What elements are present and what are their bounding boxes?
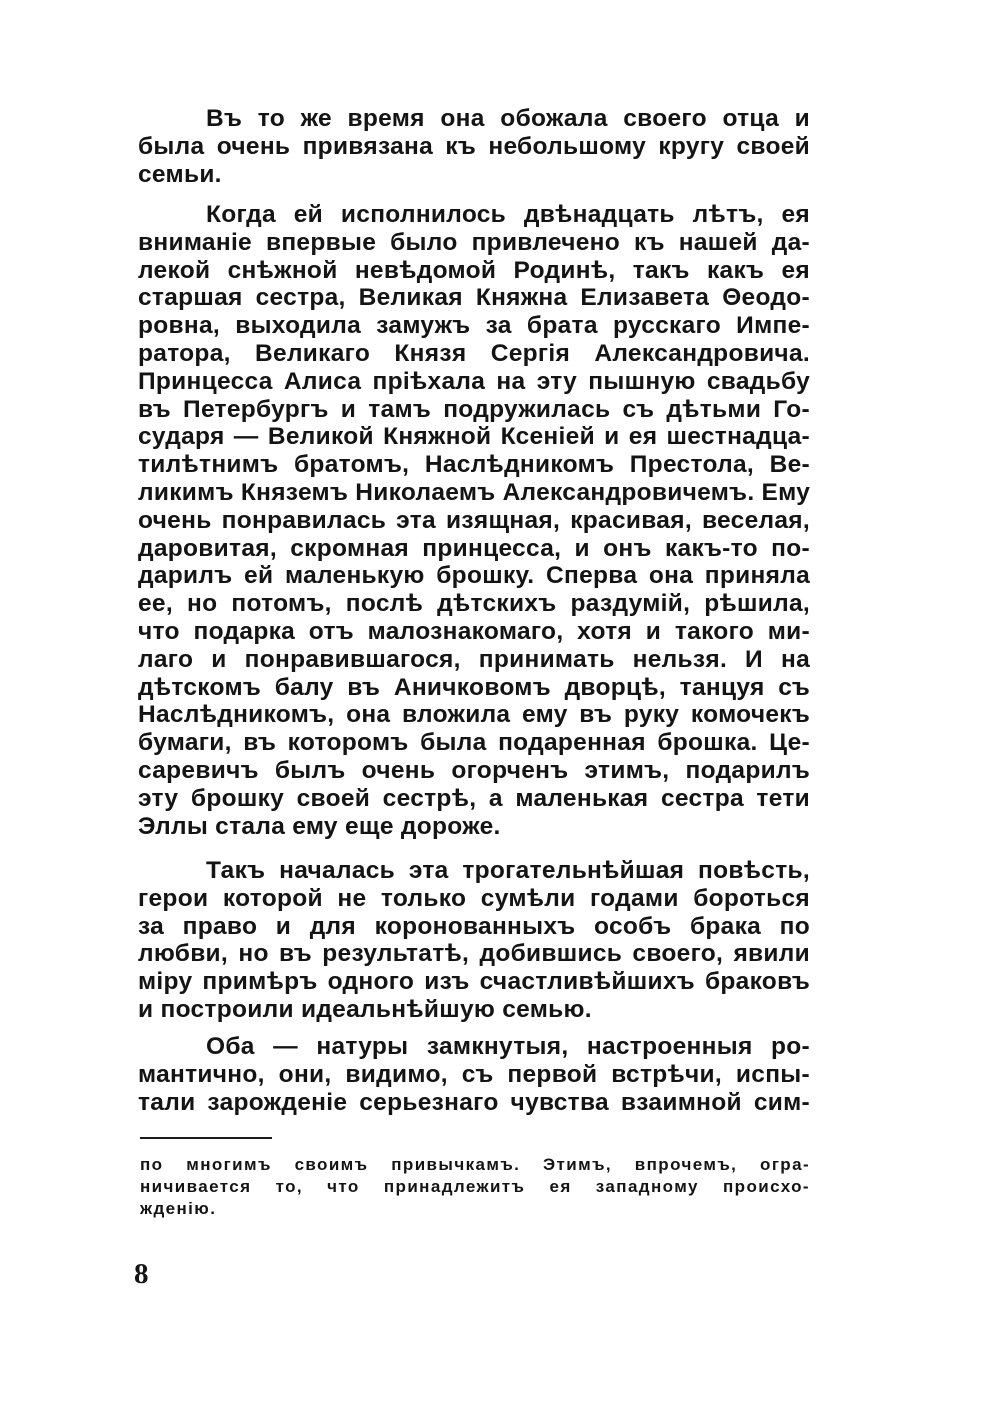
text-line: за право и для коронованныхъ особъ брака по bbox=[138, 912, 810, 940]
text-line: тали зарожденіе серьезнаго чувства взаимной сим- bbox=[138, 1088, 810, 1116]
paragraph-1 bbox=[138, 105, 810, 188]
text-line: бумаги, въ которомъ была подаренная брошка. Це- bbox=[138, 729, 810, 757]
footnote-divider bbox=[140, 1137, 272, 1139]
paragraph-4 bbox=[138, 1033, 810, 1116]
footnote-line: ничивается то, что принадлежитъ ея западному происхо- bbox=[140, 1177, 810, 1196]
text-line: мантично, они, видимо, съ первой встрѣчи, испы- bbox=[138, 1060, 810, 1088]
text-line: вниманіе впервые было привлечено къ нашей да- bbox=[138, 228, 810, 256]
text-line: ратора, Великаго Князя Сергія Александровича. bbox=[138, 339, 810, 367]
text-line: въ Петербургъ и тамъ подружилась съ дѣтьми Го- bbox=[138, 395, 810, 423]
footnote-line: по многимъ своимъ привычкамъ. Этимъ, впрочемъ, огра- bbox=[140, 1155, 810, 1174]
text-line: дарилъ ей маленькую брошку. Сперва она приняла bbox=[138, 562, 810, 590]
footnote bbox=[140, 1154, 810, 1220]
text-line: даровитая, скромная принцесса, и онъ какъ-то по- bbox=[138, 534, 810, 562]
text-line: тилѣтнимъ братомъ, Наслѣдникомъ Престола, Ве- bbox=[138, 451, 810, 479]
page-number: 8 bbox=[134, 1258, 149, 1290]
text-line: Въ то же время она обожала своего отца и bbox=[206, 105, 810, 132]
paragraph-3 bbox=[138, 857, 810, 1024]
text-line: была очень привязана къ небольшому кругу своей bbox=[138, 132, 810, 160]
text-line: Принцесса Алиса пріѣхала на эту пышную свадьбу bbox=[138, 367, 810, 395]
text-line: Когда ей исполнилось двѣнадцать лѣтъ, ея bbox=[206, 201, 810, 228]
text-line: эту брошку своей сестрѣ, а маленькая сестра тети bbox=[138, 784, 810, 812]
text-line: очень понравилась эта изящная, красивая, веселая, bbox=[138, 506, 810, 534]
text-line: любви, но въ результатѣ, добившись своего, явили bbox=[138, 940, 810, 968]
text-line: міру примѣръ одного изъ счастливѣйшихъ браковъ bbox=[138, 968, 810, 996]
text-line: саревичъ былъ очень огорченъ этимъ, подарилъ bbox=[138, 756, 810, 784]
text-line: ровна, выходила замужъ за брата русскаго Импе- bbox=[138, 312, 810, 340]
text-line: ликимъ Княземъ Николаемъ Александровичемъ. Ему bbox=[138, 478, 811, 506]
paragraph-2 bbox=[138, 201, 810, 840]
text-line: лаго и понравившагося, принимать нельзя. И на bbox=[138, 645, 810, 673]
text-line: что подарка отъ малознакомаго, хотя и такого ми- bbox=[138, 617, 810, 645]
text-line: Эллы стала ему еще дороже. bbox=[138, 812, 501, 840]
text-line: Оба — натуры замкнутыя, настроенныя ро- bbox=[206, 1033, 810, 1060]
text-line: Наслѣдникомъ, она вложила ему въ руку комочекъ bbox=[138, 701, 810, 729]
text-line: семьи. bbox=[138, 160, 222, 188]
text-line: ее, но потомъ, послѣ дѣтскихъ раздумій, рѣшила, bbox=[138, 590, 810, 618]
text-line: сударя — Великой Княжной Ксеніей и ея шестнадца- bbox=[138, 423, 810, 451]
text-line: дѣтскомъ балу въ Аничковомъ дворцѣ, танцуя съ bbox=[138, 673, 810, 701]
text-line: Такъ началась эта трогательнѣйшая повѣсть, bbox=[206, 857, 810, 884]
text-line: герои которой не только сумѣли годами бороться bbox=[138, 884, 810, 912]
text-line: и построили идеальнѣйшую семью. bbox=[138, 995, 592, 1023]
text-line: старшая сестра, Великая Княжна Елизавета Θеодо- bbox=[138, 284, 810, 312]
footnote-line: жденію. bbox=[140, 1199, 217, 1218]
text-line: лекой снѣжной невѣдомой Родинѣ, такъ какъ ея bbox=[138, 256, 810, 284]
